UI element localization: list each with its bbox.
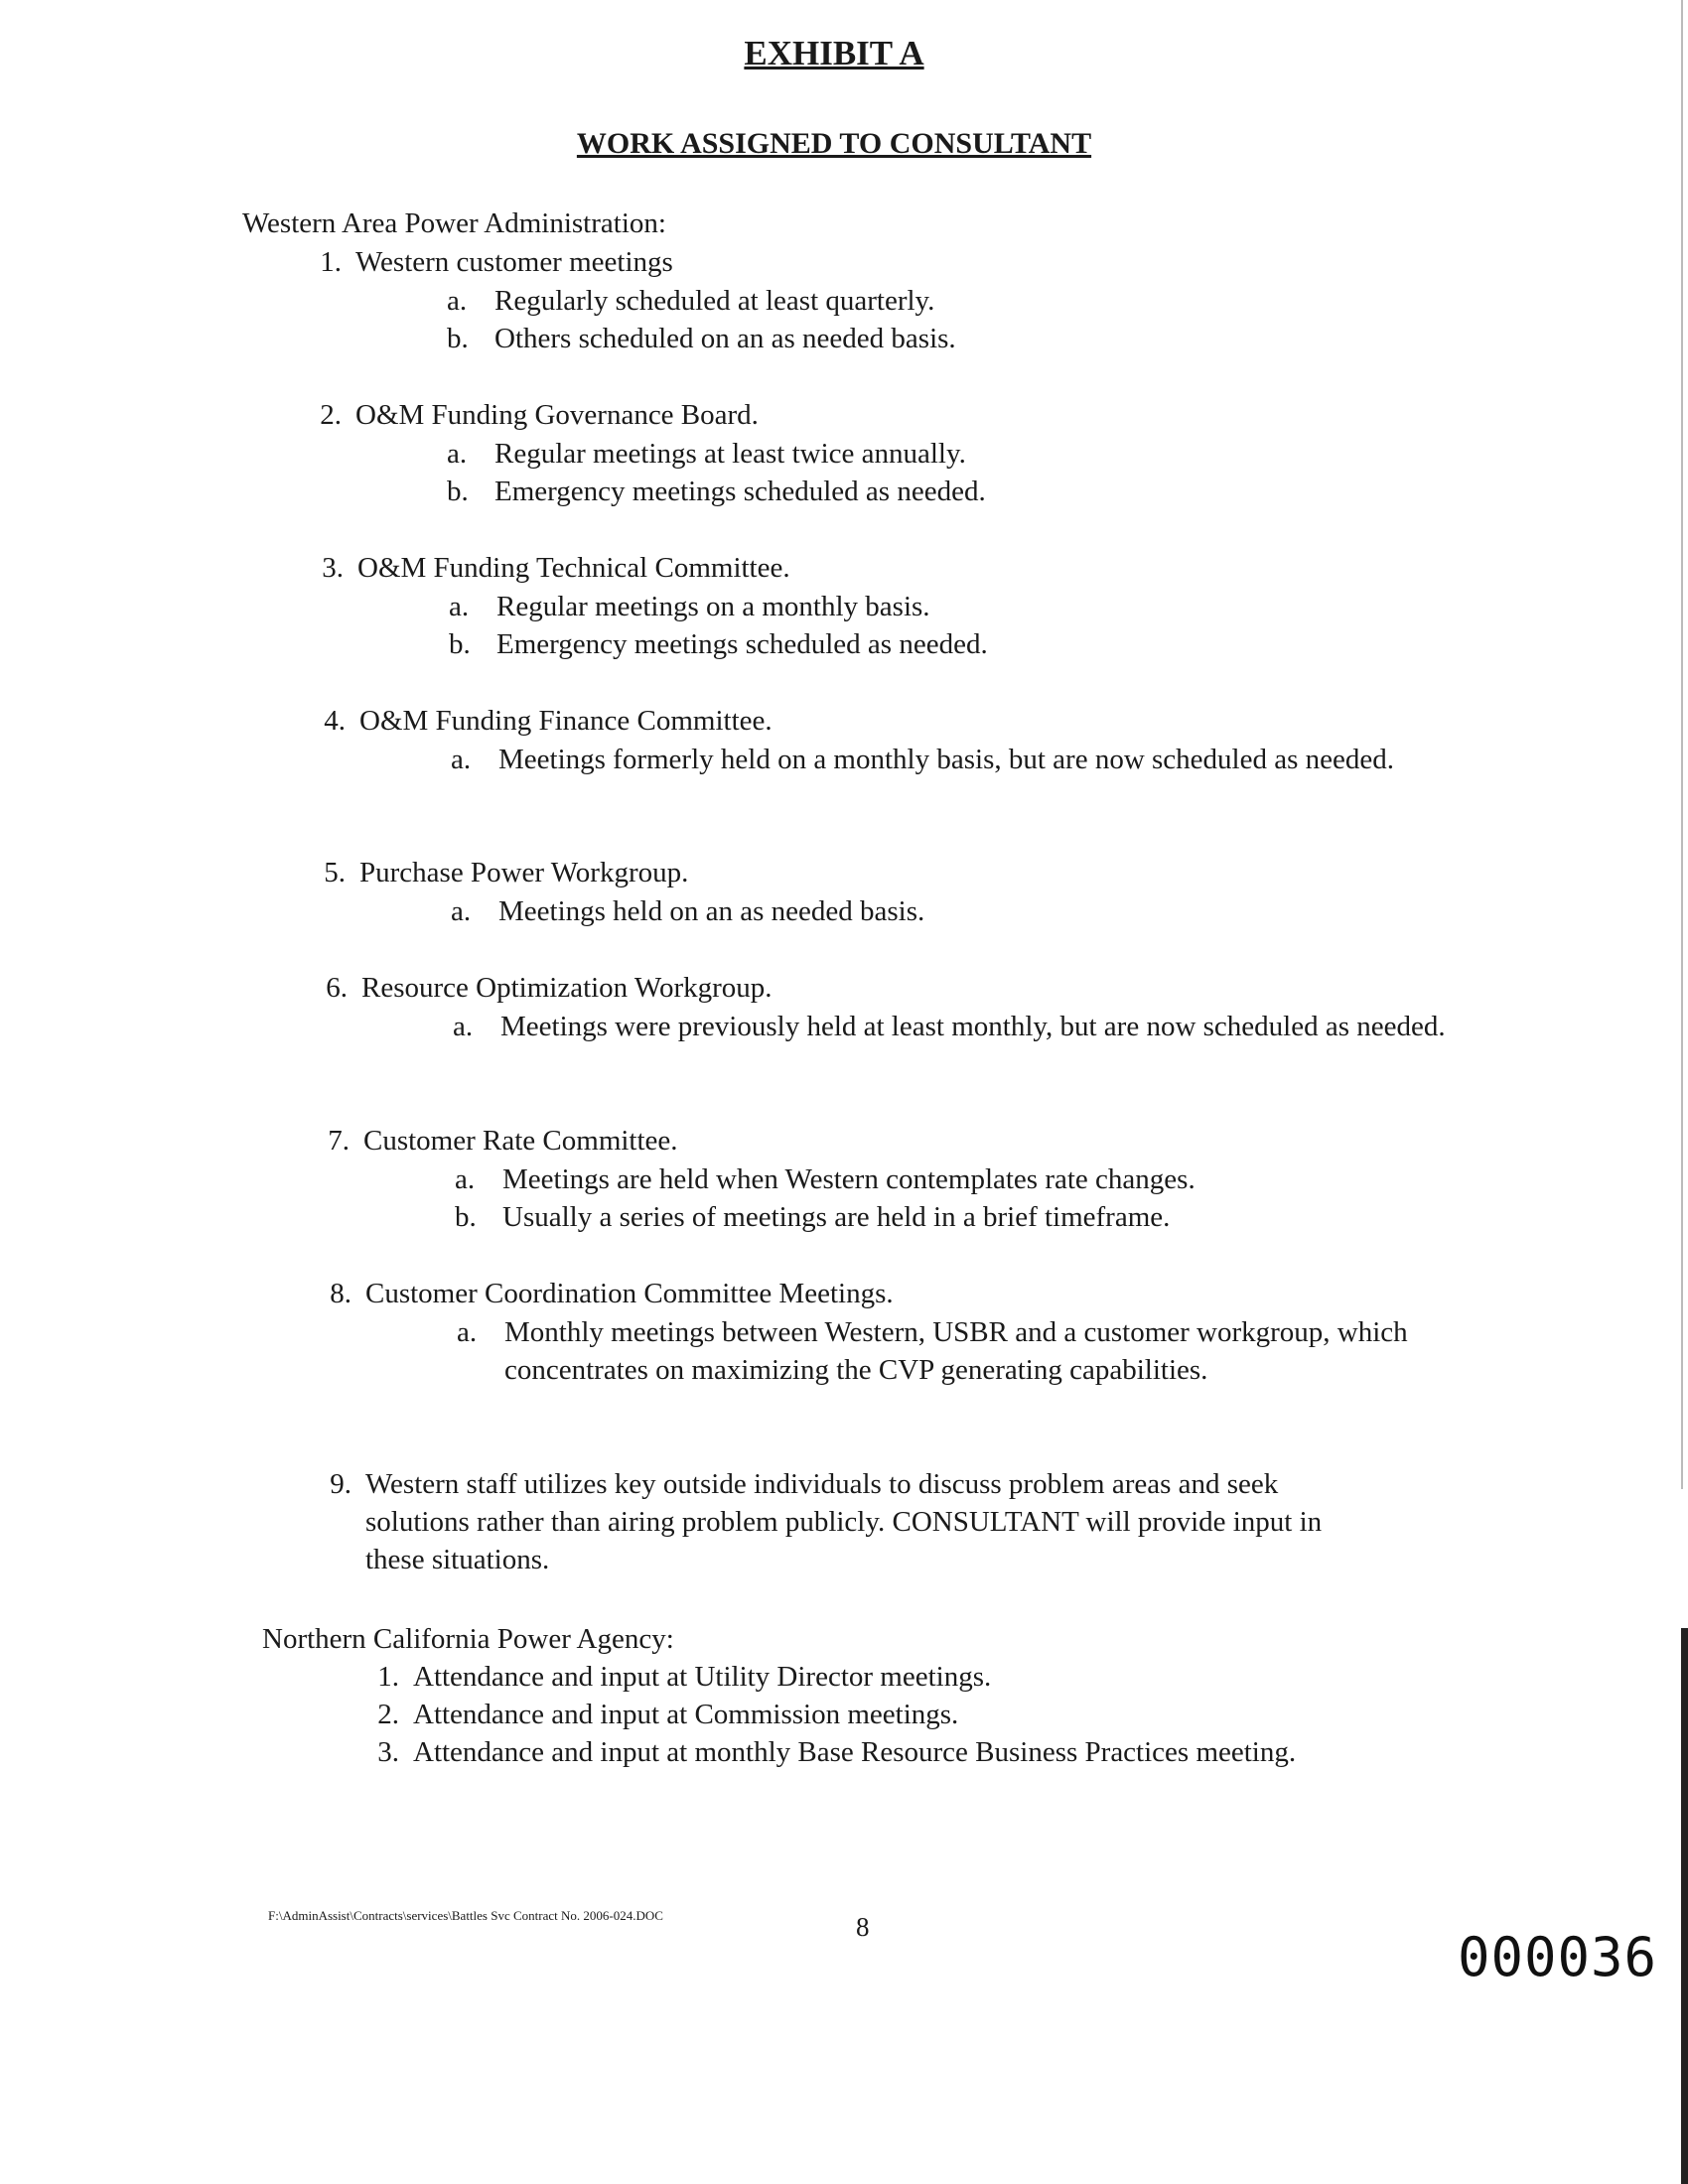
western-item-1-sub-a: a. Regularly scheduled at least quarterly. xyxy=(447,285,935,317)
western-item-2-sub-a: a. Regular meetings at least twice annually. xyxy=(447,438,966,470)
western-item-6: 6. Resource Optimization Workgroup. xyxy=(326,972,773,1004)
western-item-8-sub-a: a. Monthly meetings between Western, USBR and a customer workgroup, which concentrates on maximizing the CVP generating capabilities. xyxy=(457,1316,1408,1386)
ncpa-item-1: 1. Attendance and input at Utility Director meetings. xyxy=(377,1661,992,1693)
western-item-7-sub-b: b. Usually a series of meetings are held in a brief timeframe. xyxy=(455,1201,1171,1233)
page-number: 8 xyxy=(856,1912,870,1942)
ncpa-item-2: 2. Attendance and input at Commission meetings. xyxy=(377,1699,959,1730)
western-item-2-sub-b: b. Emergency meetings scheduled as needed. xyxy=(447,476,986,507)
western-item-7: 7. Customer Rate Committee. xyxy=(328,1125,678,1157)
footer-file-path: F:\AdminAssist\Contracts\services\Battles Svc Contract No. 2006-024.DOC xyxy=(268,1908,663,1923)
western-item-6-sub-a: a. Meetings were previously held at least monthly, but are now scheduled as needed. xyxy=(453,1011,1446,1042)
western-item-8: 8. Customer Coordination Committee Meetings. xyxy=(330,1278,894,1309)
western-item-5: 5. Purchase Power Workgroup. xyxy=(324,857,689,888)
western-item-4-sub-a: a. Meetings formerly held on a monthly basis, but are now scheduled as needed. xyxy=(451,744,1394,775)
western-item-9: 9. Western staff utilizes key outside individuals to discuss problem areas and seek solutions rather than airing problem publicly. CONSULTANT will provide input in these situations. xyxy=(330,1468,1323,1575)
western-item-2: 2. O&M Funding Governance Board. xyxy=(320,399,759,431)
western-item-4: 4. O&M Funding Finance Committee. xyxy=(324,705,773,737)
bates-stamp: 000036 xyxy=(1458,1926,1658,1988)
western-item-3-sub-a: a. Regular meetings on a monthly basis. xyxy=(449,591,930,622)
ncpa-item-3: 3. Attendance and input at monthly Base Resource Business Practices meeting. xyxy=(377,1736,1297,1768)
western-item-7-sub-a: a. Meetings are held when Western contemplates rate changes. xyxy=(455,1163,1196,1195)
exhibit-title: EXHIBIT A xyxy=(744,34,924,72)
western-item-3: 3. O&M Funding Technical Committee. xyxy=(322,552,790,584)
ncpa-heading: Northern California Power Agency: xyxy=(262,1623,674,1655)
western-item-3-sub-b: b. Emergency meetings scheduled as needed. xyxy=(449,628,988,660)
exhibit-subtitle: WORK ASSIGNED TO CONSULTANT xyxy=(576,127,1092,160)
scan-edge-line xyxy=(1681,0,1683,1489)
scan-edge-shadow xyxy=(1681,1628,1688,2184)
western-item-5-sub-a: a. Meetings held on an as needed basis. xyxy=(451,895,925,927)
western-heading: Western Area Power Administration: xyxy=(242,207,666,239)
western-item-1-sub-b: b. Others scheduled on an as needed basis. xyxy=(447,323,956,354)
western-item-1: 1. Western customer meetings xyxy=(320,246,673,278)
